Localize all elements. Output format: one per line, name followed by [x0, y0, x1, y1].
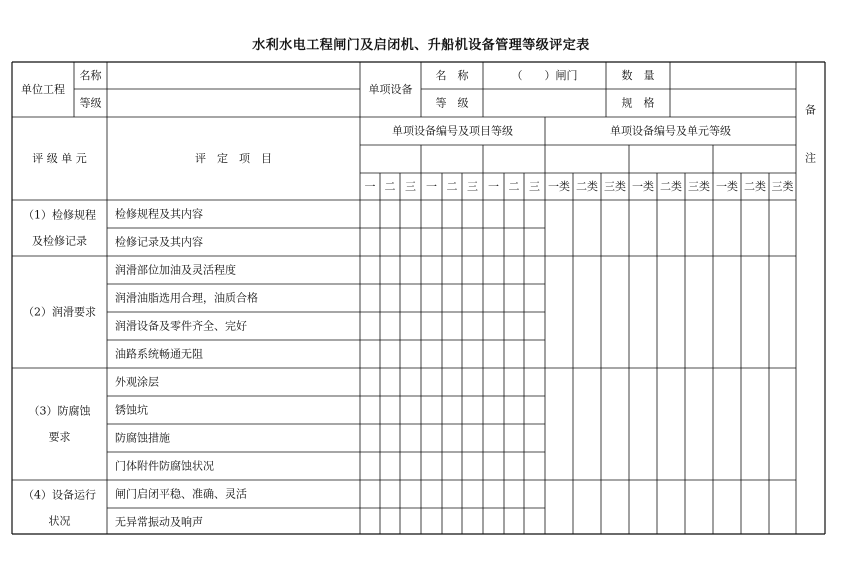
unit-grade-label: 一类 [548, 180, 570, 193]
rating-item: 润滑部位加油及灵活程度 [115, 263, 236, 277]
rating-item: 检修规程及其内容 [115, 207, 203, 221]
unit-grade-label: 一类 [716, 180, 738, 193]
item-grade-label: 一 [364, 180, 376, 193]
unit-grade-label: 三类 [604, 180, 626, 193]
rating-unit-name: 及检修记录 [32, 234, 87, 248]
item-grade-label: 一 [426, 180, 437, 193]
item-grade-label: 二 [384, 180, 396, 193]
grade-label: 等级 [79, 96, 102, 110]
rating-item: 检修记录及其内容 [115, 235, 203, 249]
unit-grade-label: 三类 [688, 180, 710, 193]
item-grade-label: 三 [405, 180, 416, 193]
quantity-label: 数 量 [621, 69, 655, 82]
rating-unit-name: （2）润滑要求 [23, 305, 96, 319]
rating-unit-name: （1）检修规程 [23, 208, 96, 222]
rating-item: 无异常振动及响声 [115, 515, 203, 529]
table-title: 水利水电工程闸门及启闭机、升船机设备管理等级评定表 [252, 38, 590, 53]
rating-item: 润滑设备及零件齐全、完好 [115, 319, 247, 333]
gate-name-value: （ ）闸门 [511, 69, 578, 82]
unit-grade-group-header: 单项设备编号及单元等级 [610, 124, 731, 138]
rating-item: 外观涂层 [115, 375, 159, 389]
rating-unit-name: （4）设备运行 [23, 488, 96, 502]
single-equipment-label: 单项设备 [368, 83, 413, 96]
item-grade-label: 三 [529, 180, 540, 193]
rating-item-header: 评 定 项 目 [195, 152, 272, 165]
unit-grade-label: 二类 [660, 180, 682, 193]
name-label: 名称 [79, 69, 102, 82]
spec-label: 规 格 [621, 96, 655, 110]
rating-item: 防腐蚀措施 [115, 431, 170, 445]
remark-label-2: 注 [805, 151, 816, 165]
unit-grade-label: 一类 [632, 180, 654, 193]
equipment-name-label: 名 称 [435, 69, 469, 82]
rating-item: 锈蚀坑 [115, 403, 148, 417]
rating-item: 门体附件防腐蚀状况 [115, 459, 214, 473]
item-grade-label: 二 [508, 180, 520, 193]
rating-unit-name: 状况 [48, 514, 71, 528]
rating-item: 闸门启闭平稳、准确、灵活 [115, 487, 247, 501]
unit-grade-label: 三类 [771, 180, 794, 193]
unit-grade-label: 二类 [576, 180, 598, 193]
unit-grade-label: 二类 [744, 180, 766, 193]
rating-unit-header: 评 级 单 元 [32, 152, 87, 165]
rating-item: 油路系统畅通无阻 [115, 347, 203, 361]
item-grade-group-header: 单项设备编号及项目等级 [392, 124, 513, 138]
remark-label-1: 备 [805, 103, 816, 117]
item-grade-label: 一 [488, 180, 499, 193]
item-grade-label: 二 [446, 180, 458, 193]
rating-item: 润滑油脂选用合理，油质合格 [115, 291, 258, 305]
item-grade-label: 三 [467, 180, 478, 193]
unit-project-label: 单位工程 [21, 83, 65, 96]
equipment-grade-label: 等 级 [435, 96, 469, 110]
rating-unit-name: 要求 [48, 430, 71, 444]
rating-unit-name: （3）防腐蚀 [28, 404, 91, 418]
